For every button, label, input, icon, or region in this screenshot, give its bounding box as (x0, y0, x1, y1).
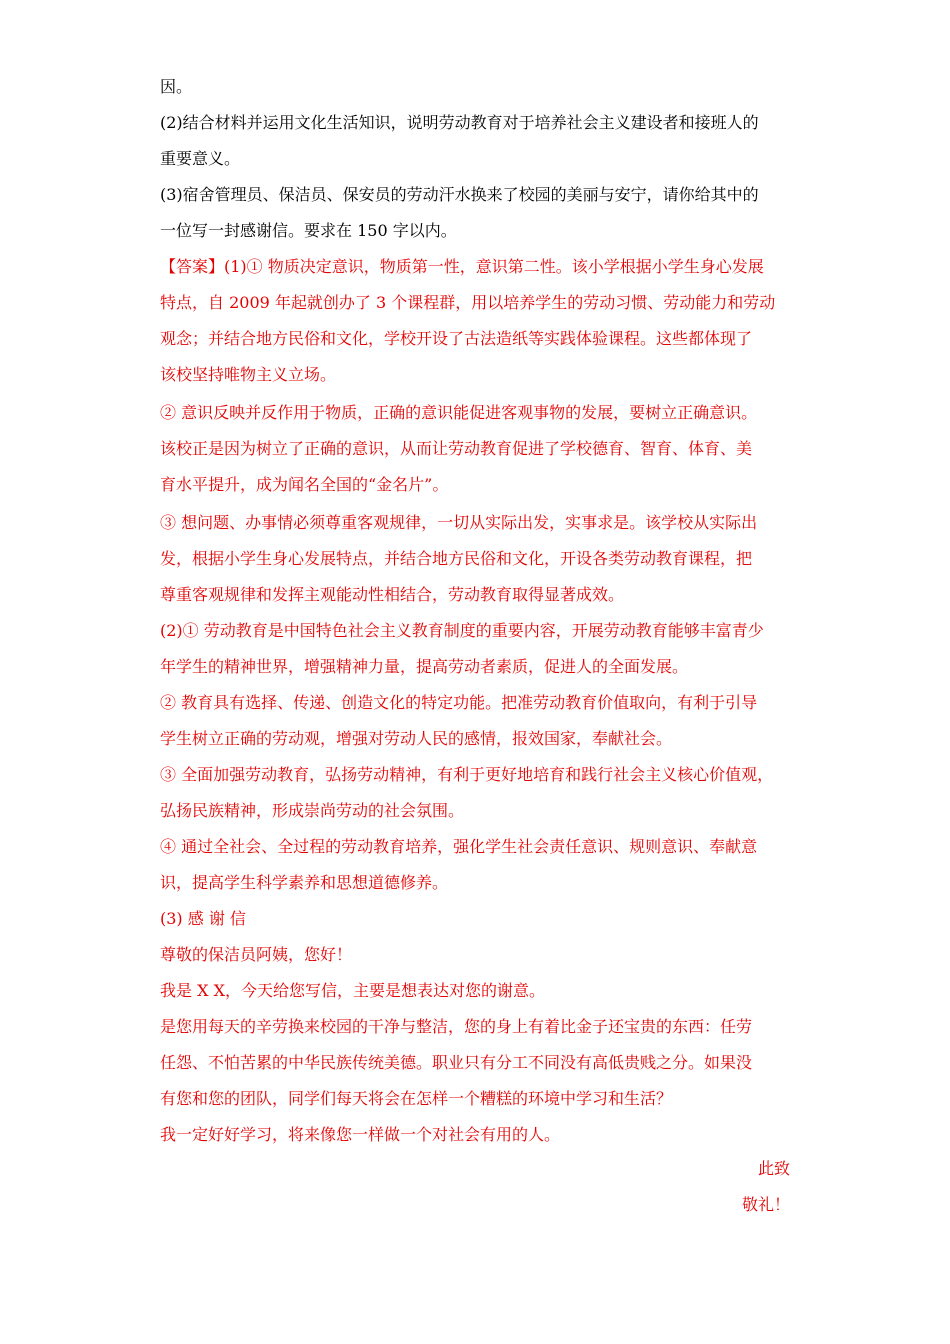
answer-2-point-2-line-2: 学生树立正确的劳动观，增强对劳动人民的感情，报效国家，奉献社会。 (160, 729, 673, 748)
answer-1-point-3-line-1: ③ 想问题、办事情必须尊重客观规律，一切从实际出发，实事求是。该学校从实际出 (160, 513, 758, 532)
letter-paragraph-3: 我一定好好学习，将来像您一样做一个对社会有用的人。 (160, 1125, 561, 1144)
letter-paragraph-2-line-3: 有您和您的团队，同学们每天将会在怎样一个糟糕的环境中学习和生活？ (160, 1089, 673, 1108)
answer-1-point-1-line-2: 特点，自 2009 年起就创办了 3 个课程群，用以培养学生的劳动习惯、劳动能力和劳动 (160, 293, 776, 312)
answer-1-point-2-line-2: 该校正是因为树立了正确的意识，从而让劳动教育促进了学校德育、智育、体育、美 (160, 439, 753, 458)
answer-1-point-2-line-1: ② 意识反映并反作用于物质，正确的意识能促进客观事物的发展，要树立正确意识。 (160, 403, 758, 422)
question-2-line-2: 重要意义。 (160, 149, 241, 168)
answer-2-point-4-line-1: ④ 通过全社会、全过程的劳动教育培养，强化学生社会责任意识、规则意识、奉献意 (160, 837, 758, 856)
letter-paragraph-2-line-1: 是您用每天的辛劳换来校园的干净与整洁，您的身上有着比金子还宝贵的东西：任劳 (160, 1017, 753, 1036)
letter-closing-1: 此致 (757, 1159, 790, 1178)
answer-1-point-3-line-3: 尊重客观规律和发挥主观能动性相结合，劳动教育取得显著成效。 (160, 585, 625, 604)
answer-3-title: (3) 感 谢 信 (160, 909, 246, 928)
answer-1-point-2-line-3: 育水平提升，成为闻名全国的“金名片”。 (160, 475, 449, 494)
letter-greeting: 尊敬的保洁员阿姨，您好！ (160, 945, 353, 964)
answer-1-point-1-line-3: 观念；并结合地方民俗和文化，学校开设了古法造纸等实践体验课程。这些都体现了 (160, 329, 753, 348)
answer-2-point-1-line-2: 年学生的精神世界，增强精神力量，提高劳动者素质，促进人的全面发展。 (160, 657, 689, 676)
answer-1-point-3-line-2: 发，根据小学生身心发展特点，并结合地方民俗和文化，开设各类劳动教育课程，把 (160, 549, 753, 568)
answer-2-point-1-line-1: (2)① 劳动教育是中国特色社会主义教育制度的重要内容，开展劳动教育能够丰富青少 (160, 621, 764, 640)
question-1-tail: 因。 (160, 77, 193, 96)
letter-paragraph-1: 我是 X X，今天给您写信，主要是想表达对您的谢意。 (160, 981, 545, 1000)
answer-1-point-1-line-4: 该校坚持唯物主义立场。 (160, 365, 337, 384)
letter-paragraph-2-line-2: 任怨、不怕苦累的中华民族传统美德。职业只有分工不同没有高低贵贱之分。如果没 (160, 1053, 753, 1072)
letter-closing-2: 敬礼！ (741, 1195, 790, 1214)
answer-2-point-2-line-1: ② 教育具有选择、传递、创造文化的特定功能。把准劳动教育价值取向，有利于引导 (160, 693, 758, 712)
question-2-line-1: (2)结合材料并运用文化生活知识，说明劳动教育对于培养社会主义建设者和接班人的 (160, 113, 759, 132)
question-3-line-2: 一位写一封感谢信。要求在 150 字以内。 (160, 221, 457, 240)
answer-2-point-3-line-2: 弘扬民族精神，形成崇尚劳动的社会氛围。 (160, 801, 465, 820)
question-3-line-1: (3)宿舍管理员、保洁员、保安员的劳动汗水换来了校园的美丽与安宁，请你给其中的 (160, 185, 759, 204)
answer-1-point-1-line-1: 【答案】(1)① 物质决定意识，物质第一性，意识第二性。该小学根据小学生身心发展 (160, 257, 764, 276)
answer-2-point-3-line-1: ③ 全面加强劳动教育，弘扬劳动精神，有利于更好地培育和践行社会主义核心价值观， (160, 765, 774, 784)
answer-2-point-4-line-2: 识，提高学生科学素养和思想道德修养。 (160, 873, 449, 892)
